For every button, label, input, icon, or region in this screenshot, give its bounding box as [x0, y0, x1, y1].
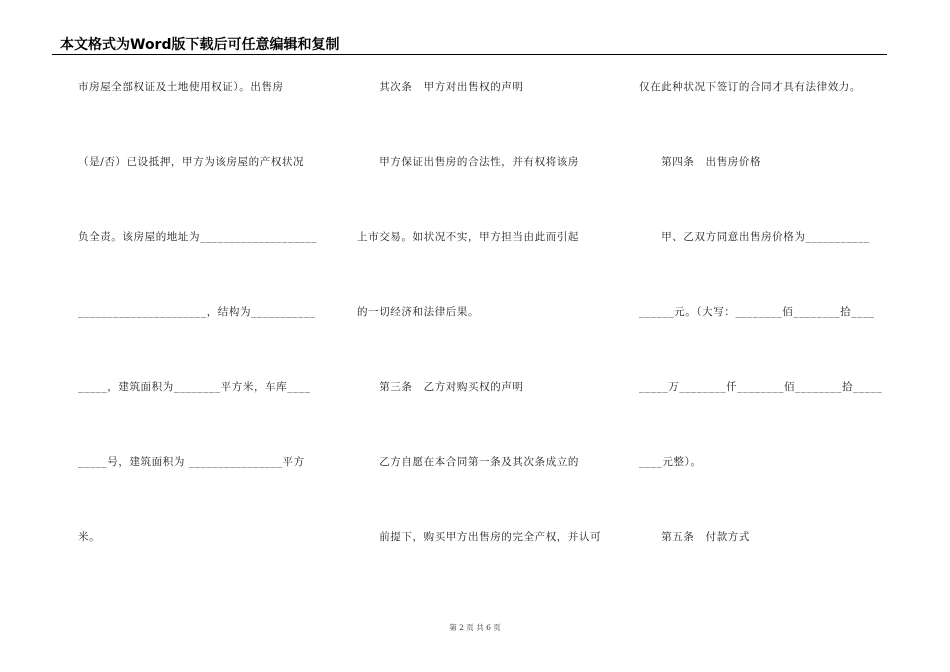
- text-line: 市房屋全部权证及土地使用权证）。出售房: [78, 81, 284, 93]
- text-line: ____元整）。: [639, 456, 702, 468]
- text-line: 负全责。该房屋的地址为____________________: [78, 231, 318, 243]
- text-line: 第三条 乙方对购买权的声明: [357, 381, 524, 393]
- text-line: 上市交易。如状况不实，甲方担当由此而引起: [357, 231, 579, 243]
- text-line: 前提下，购买甲方出售房的完全产权，并认可: [357, 531, 602, 543]
- text-line: 第四条 出售房价格: [639, 156, 762, 168]
- text-line: 乙方自愿在本合同第一条及其次条成立的: [357, 456, 579, 468]
- text-line: 的一切经济和法律后果。: [357, 306, 480, 318]
- text-line: ______元。（大写：________佰________拾____: [639, 306, 875, 318]
- text-line: 米。: [78, 531, 101, 543]
- text-line: _____号，建筑面积为 ________________平方: [78, 456, 305, 468]
- text-line: ______________________，结构为___________: [78, 306, 316, 318]
- text-line: 甲方保证出售房的合法性，并有权将该房: [357, 156, 579, 168]
- page-header: [52, 34, 887, 55]
- text-line: 甲、乙双方同意出售房价格为___________: [639, 231, 870, 243]
- text-line: 其次条 甲方对出售权的声明: [357, 81, 524, 93]
- page-number: 第 2 页 共 6 页: [449, 623, 501, 632]
- text-line: 第五条 付款方式: [639, 531, 750, 543]
- text-line: （是/否）已设抵押，甲方为该房屋的产权状况: [78, 156, 305, 168]
- document-title: 本文格式为Word版下载后可任意编辑和复制: [60, 37, 340, 53]
- text-line: 仅在此种状况下签订的合同才具有法律效力。: [639, 81, 861, 93]
- text-line: _____，建筑面积为________平方米，车库____: [78, 381, 311, 393]
- text-line: _____万________仟________佰________拾_____: [639, 381, 883, 393]
